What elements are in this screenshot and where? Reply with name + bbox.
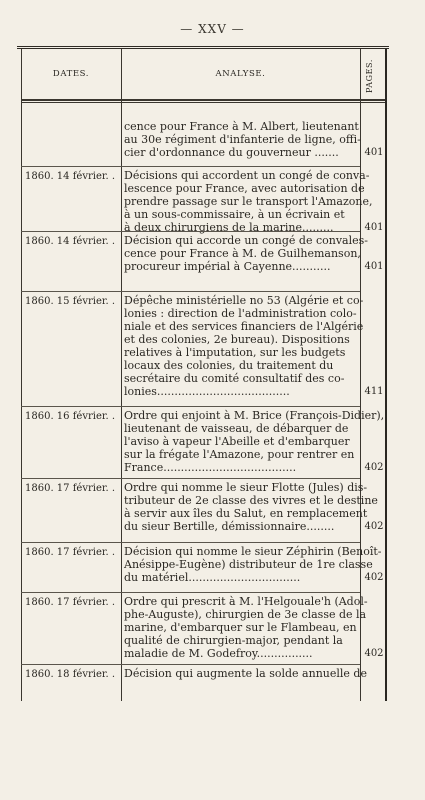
analysis-line: lieutenant de vaisseau, de débarquer de — [124, 422, 349, 435]
analysis-line: du sieur Bertille, démissionnaire........ — [124, 520, 335, 533]
analysis-line: Ordre qui enjoint à M. Brice (François-Didier), — [124, 409, 385, 422]
analysis-line: cence pour France à M. Albert, lieutenant — [124, 120, 359, 133]
entry-date: 1860. 15 février. . — [25, 296, 116, 307]
entry-date: 1860. 17 février. . — [25, 597, 116, 608]
analysis-line: procureur impérial à Cayenne........... — [124, 260, 331, 273]
analysis-line: tributeur de 2e classe des vivres et le destine — [124, 494, 378, 507]
analysis-line: qualité de chirurgien-major, pendant la — [124, 634, 343, 647]
entry-date: 1860. 14 février. . — [25, 236, 116, 247]
entry-analysis — [124, 667, 367, 680]
entry-separator — [21, 592, 360, 593]
analysis-line: Ordre qui nomme le sieur Flotte (Jules) dis- — [124, 481, 368, 494]
analysis-line: lonies : direction de l'administration colo- — [124, 307, 357, 320]
rule-right — [385, 49, 387, 701]
analysis-line: France...................................... — [124, 461, 297, 474]
analysis-line: niale et des services financiers de l'Algérie — [124, 320, 364, 333]
entry-date: 1860. 17 février. . — [25, 483, 116, 494]
analysis-line: relatives à l'imputation, sur les budgets — [124, 346, 346, 359]
analysis-line: Ordre qui prescrit à M. l'Helgouale'h (Adol- — [124, 595, 368, 608]
analysis-line: à un sous-commissaire, à un écrivain et — [124, 208, 345, 221]
entry-separator — [21, 406, 360, 407]
entry-date: 1860. 18 février. . — [25, 669, 116, 680]
analysis-line: du matériel................................ — [124, 571, 301, 584]
entry-date: 1860. 17 février. . — [25, 547, 116, 558]
analysis-line: et des colonies, 2e bureau). Dispositions — [124, 333, 350, 346]
analysis-line: prendre passage sur le transport l'Amazone, — [124, 195, 373, 208]
entry-page: 401 — [364, 147, 384, 158]
analysis-line: Décision qui nomme le sieur Zéphirin (Benoît- — [124, 545, 382, 558]
header-pages: PAGES. — [365, 59, 374, 93]
entry-separator — [21, 231, 360, 232]
analysis-line: Décision qui augmente la solde annuelle de — [124, 667, 367, 680]
entry-page: 402 — [364, 648, 384, 659]
entry-separator — [21, 664, 360, 665]
header-dates: DATES. — [52, 69, 90, 79]
entry-separator — [21, 166, 360, 167]
entry-separator — [21, 478, 360, 479]
analysis-line: à servir aux îles du Salut, en remplacement — [124, 507, 368, 520]
header-analyse: ANALYSE. — [215, 69, 266, 79]
entry-analysis — [124, 120, 361, 159]
analysis-line: locaux des colonies, du traitement du — [124, 359, 334, 372]
analysis-line: Décisions qui accordent un congé de conva- — [124, 169, 370, 182]
entry-date: 1860. 14 février. . — [25, 171, 116, 182]
analysis-line: sur la frégate l'Amazone, pour rentrer en — [124, 448, 355, 461]
entry-page: 401 — [364, 222, 384, 233]
rule-dates — [121, 49, 122, 701]
analysis-line: Anésippe-Eugène) distributeur de 1re classe — [124, 558, 373, 571]
analysis-line: cier d'ordonnance du gouverneur ....... — [124, 146, 339, 159]
page-number: — XXV — — [180, 22, 245, 36]
entry-page: 402 — [364, 462, 384, 473]
analysis-line: lescence pour France, avec autorisation de — [124, 182, 365, 195]
entry-separator — [21, 291, 360, 292]
analysis-line: l'aviso à vapeur l'Abeille et d'embarquer — [124, 435, 350, 448]
analysis-line: à deux chirurgiens de la marine......... — [124, 221, 334, 234]
entry-page: 411 — [364, 386, 384, 397]
entry-analysis — [124, 234, 368, 273]
entry-analysis — [124, 294, 364, 398]
analysis-line: cence pour France à M. de Guilhemanson, — [124, 247, 361, 260]
entry-separator — [21, 542, 360, 543]
rule-left — [21, 49, 22, 701]
entry-page: 402 — [364, 572, 384, 583]
analysis-line: maladie de M. Godefroy................ — [124, 647, 313, 660]
entry-page: 402 — [364, 521, 384, 532]
header-rule — [21, 99, 385, 101]
analysis-line: Dépêche ministérielle no 53 (Algérie et co- — [124, 294, 364, 307]
analysis-line: Décision qui accorde un congé de convales- — [124, 234, 368, 247]
entry-date: 1860. 16 février. . — [25, 411, 116, 422]
header-rule-thin — [21, 102, 385, 103]
analysis-line: au 30e régiment d'infanterie de ligne, offi- — [124, 133, 361, 146]
register-table — [17, 46, 389, 701]
entry-analysis — [124, 595, 368, 660]
analysis-line: phe-Auguste), chirurgien de 3e classe de la — [124, 608, 367, 621]
entry-page: 401 — [364, 261, 384, 272]
entry-analysis — [124, 169, 373, 234]
analysis-line: lonies...................................... — [124, 385, 290, 398]
analysis-line: secrétaire du comité consultatif des co- — [124, 372, 345, 385]
analysis-line: marine, d'embarquer sur le Flambeau, en — [124, 621, 357, 634]
